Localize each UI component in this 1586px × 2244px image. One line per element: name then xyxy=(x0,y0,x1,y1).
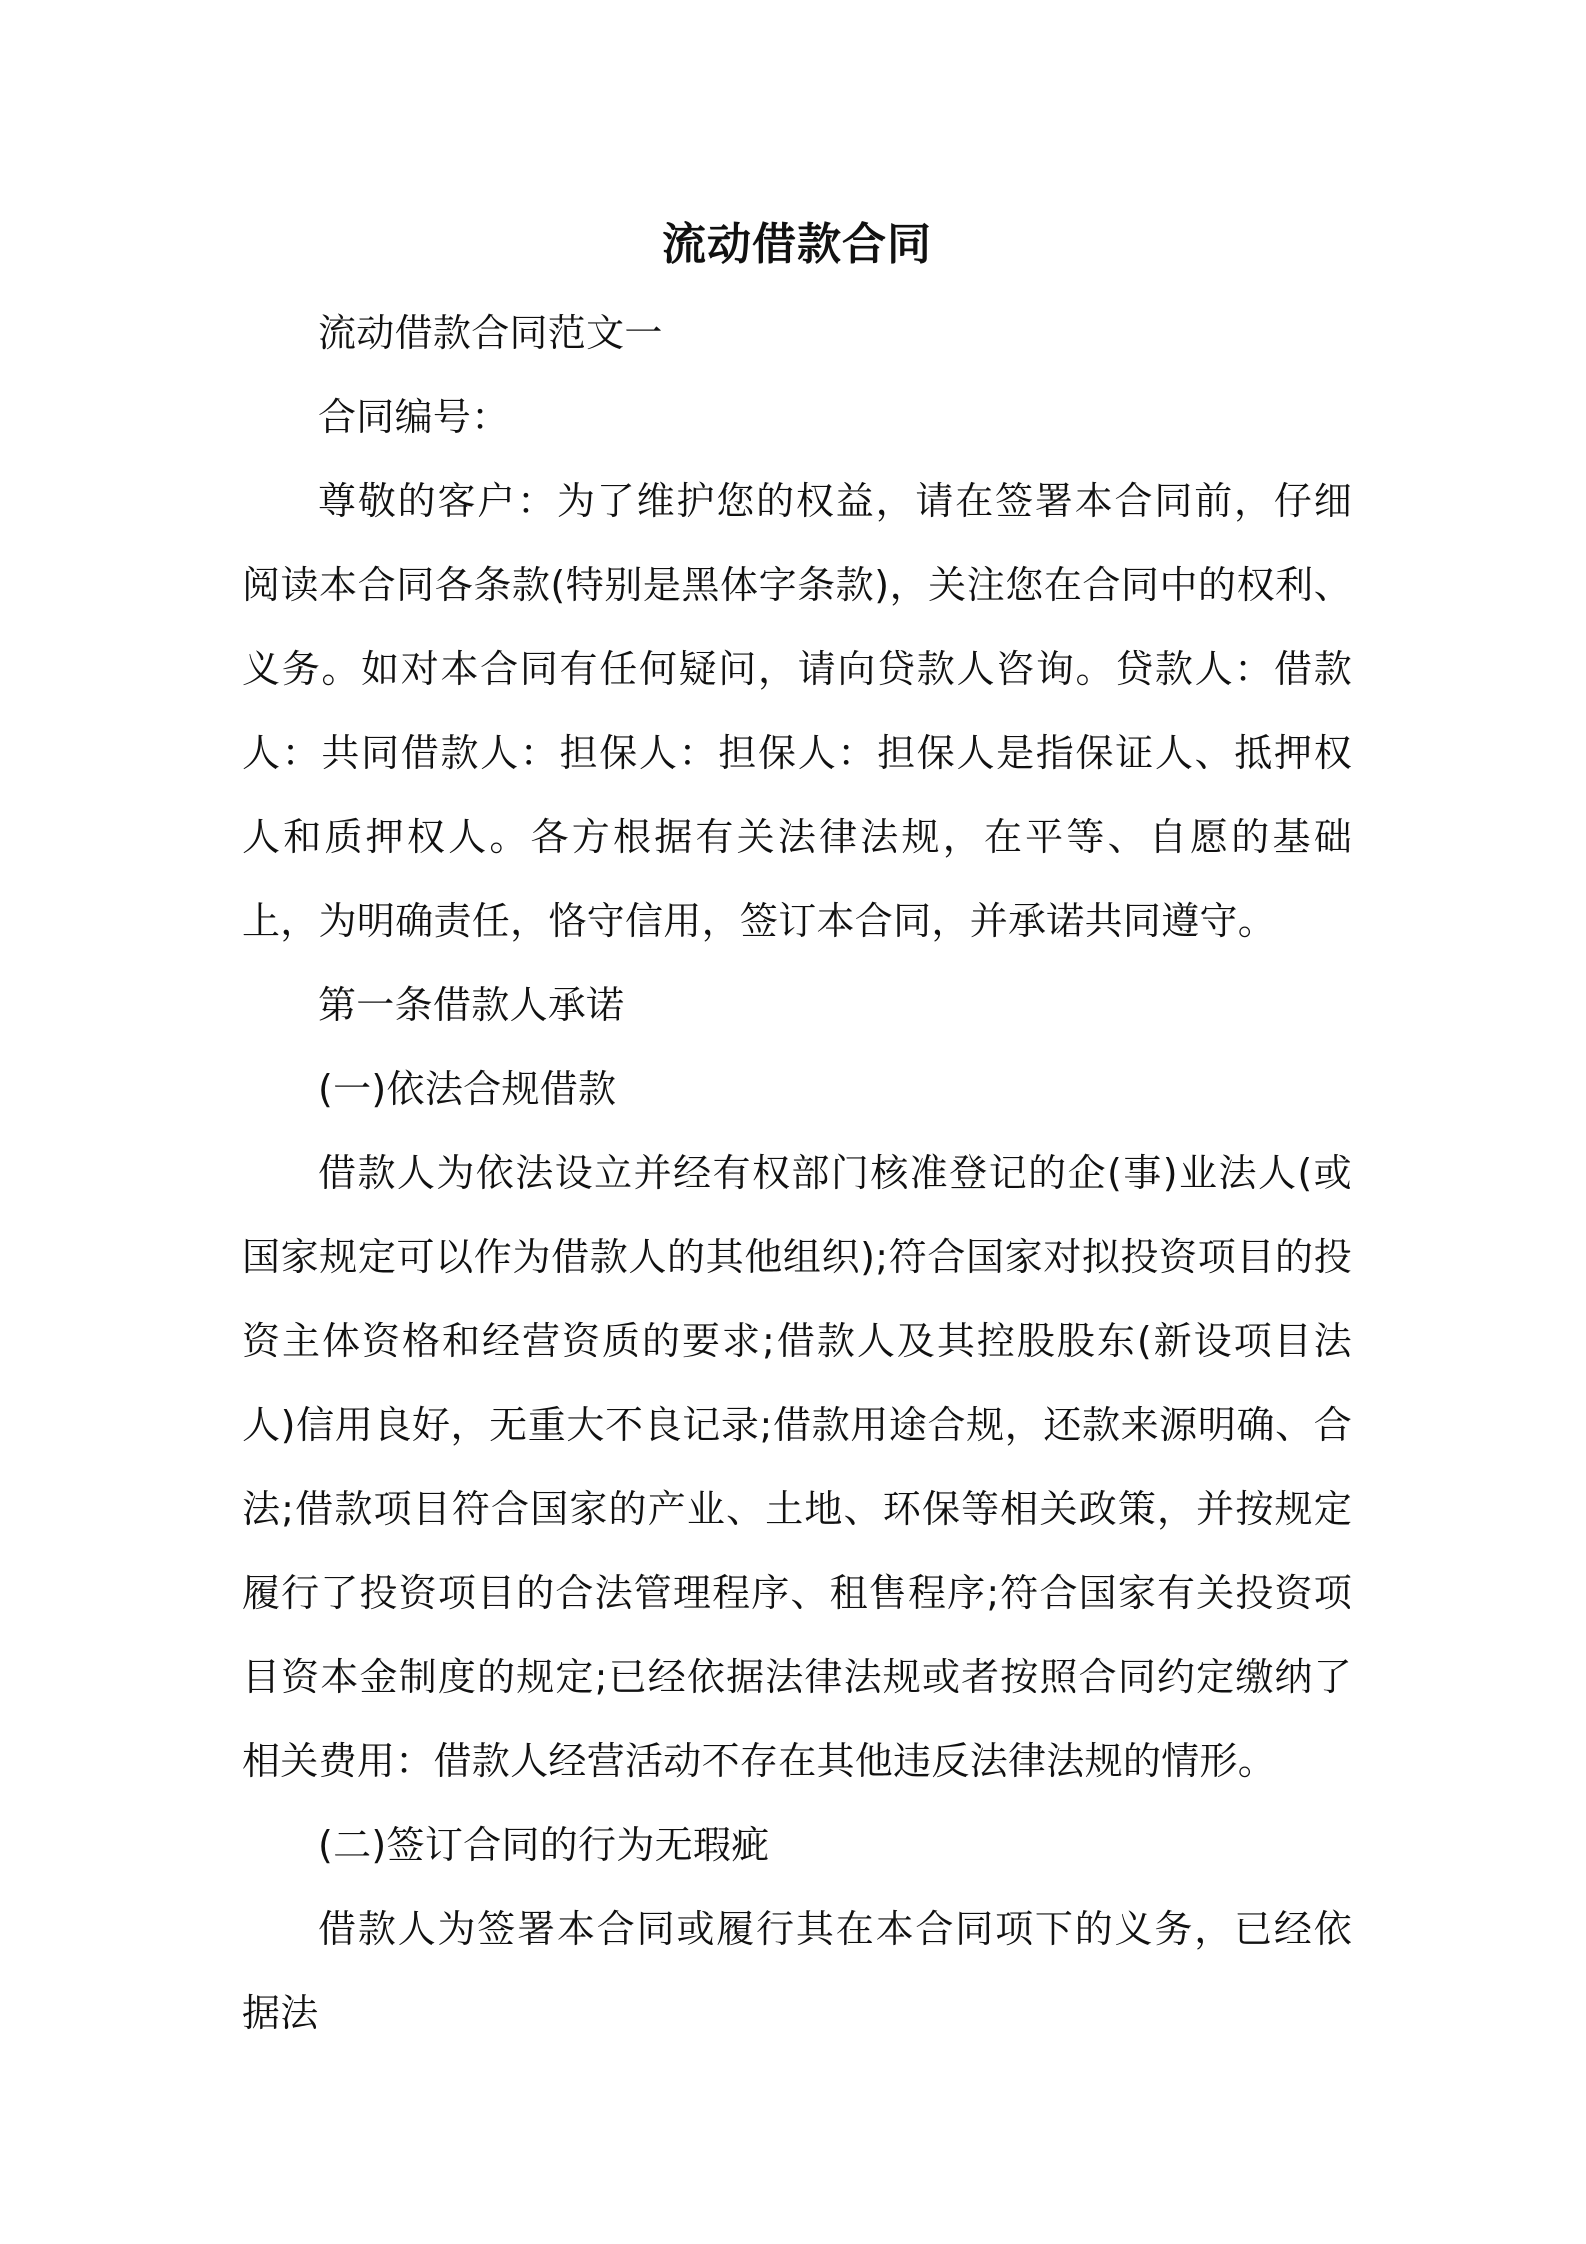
paragraph-section-one-body: 借款人为依法设立并经有权部门核准登记的企(事)业法人(或国家规定可以作为借款人的其他组织);符合国家对拟投资项目的投资主体资格和经营资质的要求;借款人及其控股股东(新设项目法人)信用良好，无重大不良记录;借款用途合规，还款来源明确、合法;借款项目符合国家的产业、土地、环保等相关政策，并按规定履行了投资项目的合法管理程序、租售程序;符合国家有关投资项目资本金制度的规定;已经依据法律法规或者按照合同约定缴纳了相关费用：借款人经营活动不存在其他违反法律法规的情形。 xyxy=(242,1151,1352,1783)
document-title: 流动借款合同 xyxy=(662,219,932,270)
paragraph-section-one-heading: (一)依法合规借款 xyxy=(318,1067,617,1111)
document-body xyxy=(242,205,1352,2055)
paragraph-article-one-heading: 第一条借款人承诺 xyxy=(318,983,625,1027)
paragraph-section-two-heading: (二)签订合同的行为无瑕疵 xyxy=(318,1823,770,1867)
paragraph-subtitle: 流动借款合同范文一 xyxy=(318,311,663,355)
paragraph-customer-notice: 尊敬的客户：为了维护您的权益，请在签署本合同前，仔细阅读本合同各条款(特别是黑体字条款)，关注您在合同中的权利、义务。如对本合同有任何疑问，请向贷款人咨询。贷款人：借款人：共同借款人：担保人：担保人：担保人是指保证人、抵押权人和质押权人。各方根据有关法律法规，在平等、自愿的基础上，为明确责任，恪守信用，签订本合同，并承诺共同遵守。 xyxy=(242,479,1352,943)
paragraph-section-two-body: 借款人为签署本合同或履行其在本合同项下的义务，已经依据法 xyxy=(242,1907,1352,2035)
paragraph-contract-number: 合同编号： xyxy=(318,395,510,439)
